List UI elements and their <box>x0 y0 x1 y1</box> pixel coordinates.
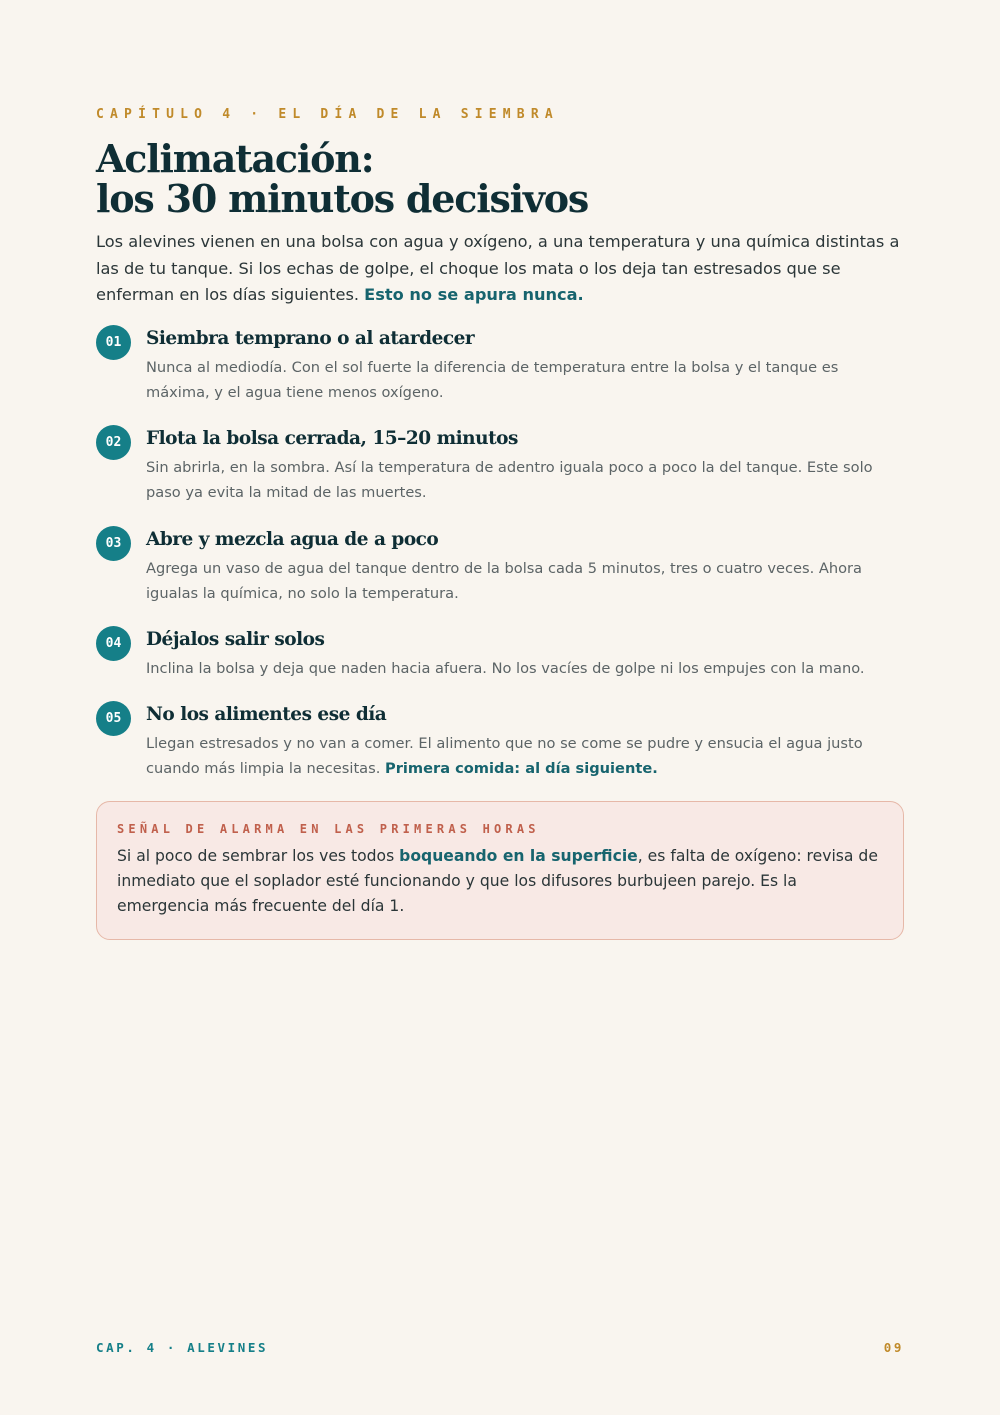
step-title: Flota la bolsa cerrada, 15–20 minutos <box>146 428 518 449</box>
alarm-callout-title: SEÑAL DE ALARMA EN LAS PRIMERAS HORAS <box>117 822 540 836</box>
step-body-highlight: Primera comida: al día siguiente. <box>385 760 658 777</box>
alarm-callout <box>96 801 904 940</box>
page-title-line-1: Aclimatación: <box>96 136 374 181</box>
step-number-badge: 03 <box>96 526 131 561</box>
step-body-text: Agrega un vaso de agua del tanque dentro de la bolsa cada 5 minutos, tres o cuatro veces. Ahora igualas la química, no solo la temperatura. <box>146 560 862 602</box>
footer-chapter-label: CAP. 4 · ALEVINES <box>96 1340 269 1355</box>
step-body <box>146 455 904 505</box>
step-item <box>96 425 904 526</box>
step-title: Siembra temprano o al atardecer <box>146 328 475 349</box>
step-body-text: Nunca al mediodía. Con el sol fuerte la diferencia de temperatura entre la bolsa y el tanque es máxima, y el agua tiene menos oxígeno. <box>146 359 839 401</box>
step-number-badge: 01 <box>96 325 131 360</box>
step-item <box>96 325 904 425</box>
step-title: No los alimentes ese día <box>146 704 387 725</box>
step-item <box>96 626 904 701</box>
page-title <box>96 136 589 221</box>
step-number-badge: 05 <box>96 701 131 736</box>
page-title-line-2: los 30 minutos decisivos <box>96 176 589 221</box>
steps-list <box>96 325 904 801</box>
step-title: Déjalos salir solos <box>146 629 325 650</box>
step-item <box>96 526 904 626</box>
intro-text: Los alevines vienen en una bolsa con agua y oxígeno, a una temperatura y una química distintas a las de tu tanque. Si los echas de golpe, el choque los mata o los deja tan estresados que se enferman en los días siguientes. <box>96 232 900 304</box>
step-number-badge: 04 <box>96 626 131 661</box>
page-number: 09 <box>883 1340 904 1355</box>
step-body <box>146 731 904 781</box>
step-body <box>146 556 904 606</box>
step-number-badge: 02 <box>96 425 131 460</box>
alarm-callout-body <box>117 844 883 919</box>
step-body-text: Inclina la bolsa y deja que naden hacia afuera. No los vacíes de golpe ni los empujes con la mano. <box>146 660 865 677</box>
step-body <box>146 656 904 681</box>
alarm-text-before: Si al poco de sembrar los ves todos <box>117 847 400 865</box>
step-title: Abre y mezcla agua de a poco <box>146 529 439 550</box>
chapter-eyebrow: CAPÍTULO 4 · EL DÍA DE LA SIEMBRA <box>96 107 559 122</box>
step-body <box>146 355 904 405</box>
alarm-highlight: boqueando en la superficie <box>399 847 638 865</box>
alarm-text-after: , es falta de oxígeno: revisa de inmediato que el soplador esté funcionando y que los difusores burbujeen parejo. Es la emergencia más frecuente del día 1. <box>117 847 878 915</box>
intro-highlight: Esto no se apura nunca. <box>364 285 584 304</box>
step-body-text: Sin abrirla, en la sombra. Así la temperatura de adentro iguala poco a poco la del tanque. Este solo paso ya evita la mitad de las muertes. <box>146 459 873 501</box>
intro-paragraph <box>96 229 904 309</box>
step-item <box>96 701 904 801</box>
step-body-text: Llegan estresados y no van a comer. El alimento que no se come se pudre y ensucia el agua justo cuando más limpia la necesitas. <box>146 735 863 777</box>
